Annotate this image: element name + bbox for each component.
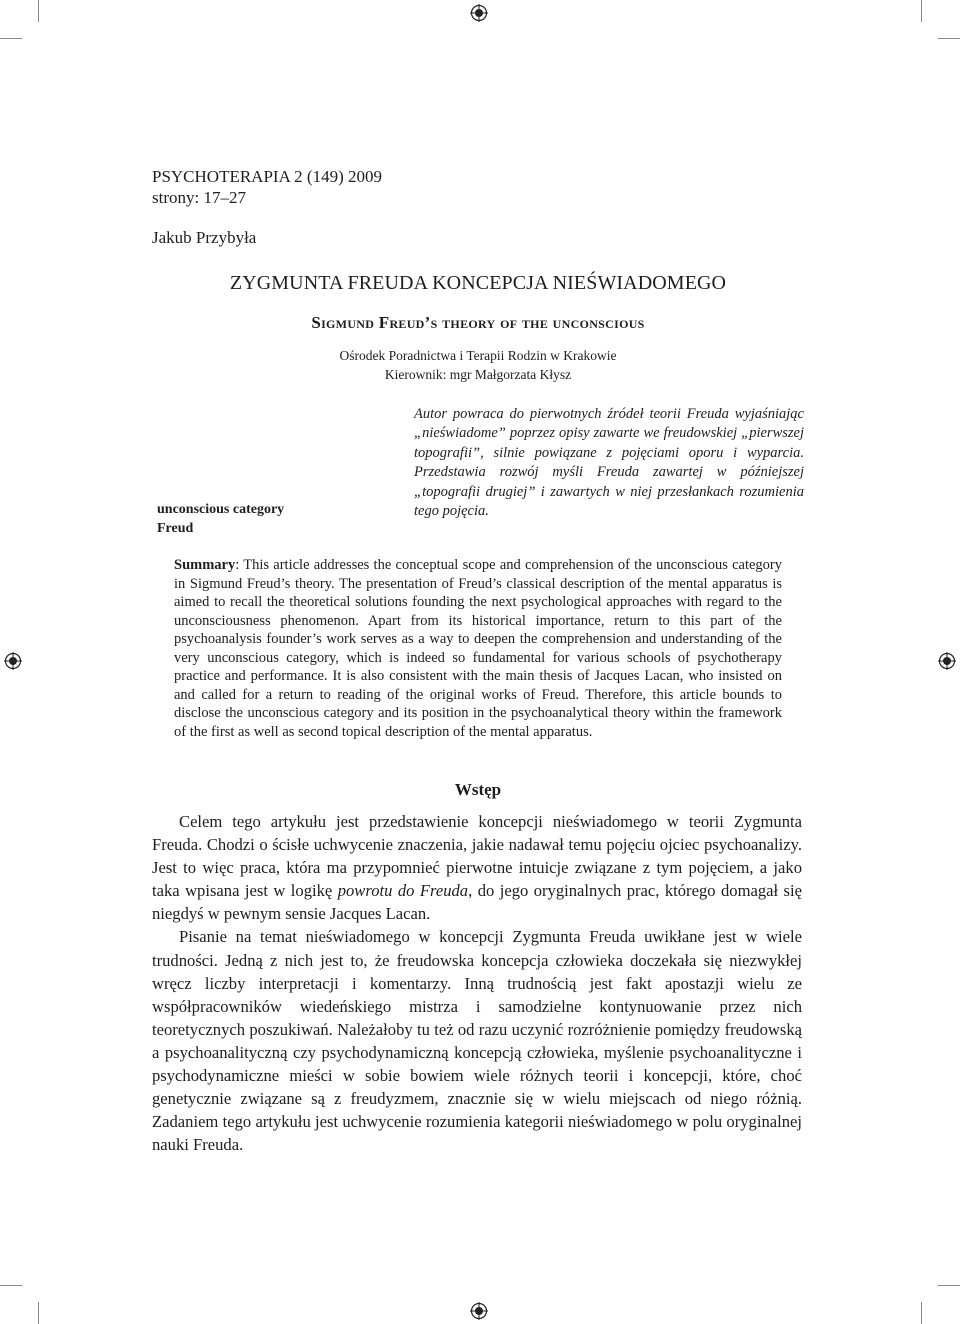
crop-mark-icon (38, 0, 39, 22)
author-name: Jakub Przybyła (152, 228, 257, 247)
journal-pages: strony: 17–27 (152, 188, 246, 207)
keyword: Freud (157, 520, 194, 536)
affiliation (0, 346, 956, 384)
crop-mark-icon (921, 1302, 922, 1324)
article-subtitle: Sigmund Freud’s theory of the unconscious (311, 313, 645, 332)
crop-mark-icon (921, 0, 922, 22)
paragraph: Pisanie na temat nieświadomego w koncepcji Zygmunta Freuda uwikłane jest w wiele trudności. Jedną z nich jest to, że freudowska koncepcja człowieka doczekała się niezwykłej wręcz liczby interpretacji i komentarzy. Inną trudnością jest fakt apostazji wielu ze współpracowników wiedeńskiego mistrza i samodzielne kontynuowanie przez nich teoretycznych poszukiwań. Należałoby tu też od razu uczynić rozróżnienie pomiędzy freudowską a psychoanalityczną czy psychodynamiczną koncepcją człowieka, myślenie psychoanalityczne i psychodynamiczne mieści w sobie bowiem wiele różnych teorii i koncepcji, które, choć genetycznie związane są z freudyzmem, znacznie się w wielu miejscach od niego różnią. Zadaniem tego artykułu jest uchwycenie rozumienia kategorii nieświadomego w polu oryginalnej nauki Freuda. (152, 927, 802, 1155)
journal-info (152, 166, 382, 208)
crop-mark-icon (0, 1285, 22, 1286)
summary-english (174, 556, 782, 741)
registration-target-icon (470, 1302, 488, 1320)
paragraph-text: , do jego oryginalnych prac, którego domagał się niegdyś w pewnym sensie Jacques Lacan. (152, 881, 802, 924)
section-heading: Wstęp (454, 780, 502, 799)
crop-mark-icon (0, 38, 22, 39)
journal-issue: PSYCHOTERAPIA 2 (149) 2009 (152, 167, 382, 186)
paragraph-text: Celem tego artykułu jest przedstawienie koncepcji nieświadomego w teorii Zygmunta Freuda. Chodzi o ścisłe uchwycenie znaczenia, jakie nadawał temu pojęciu ojciec psychoanalizy. Jest to więc praca, która ma przypomnieć pierwotne intuicje związane z tym pojęciem, a jako taka wpisana jest w logikę (152, 812, 802, 901)
summary-label: Summary (174, 557, 236, 573)
body-text (152, 810, 802, 1156)
crop-mark-icon (938, 38, 960, 39)
abstract-polish: Autor powraca do pierwotnych źródeł teorii Freuda wyjaśniając „nieświadome” poprzez opisy zawarte we freudowskiej „pierwszej topografii”, silnie powiązane z pojęciami oporu i wyparcia. Przedstawia rozwój myśli Freuda zawartej w późniejszej „topografii drugiej” i zawartych w niej przesłankach rozumienia tego pojęcia. (414, 406, 804, 520)
affiliation-head: Kierownik: mgr Małgorzata Kłysz (384, 367, 572, 382)
registration-target-icon (938, 652, 956, 670)
summary-text: : This article addresses the conceptual scope and comprehension of the unconscious category in Sigmund Freud’s theory. The presentation of Freud’s classical description of the mental apparatus is aimed to recall the theoretical solutions founding the next psychological approaches with regard to the unconsciousness phenomenon. Apart from its historical importance, return to this part of the psychoanalysis founder’s work serves as a way to deepen the comprehension and understanding of the very unconscious category, which is indeed so fundamental for various schools of psychotherapy practice and performance. It is also consistent with the main thesis of Jacques Lacan, who insisted on and called for a return to reading of the original works of Freud. Therefore, this article bounds to disclose the unconscious category and its position in the psychoanalytical theory within the framework of the first as well as second topical description of the mental apparatus. (174, 557, 782, 740)
registration-target-icon (4, 652, 22, 670)
crop-mark-icon (938, 1285, 960, 1286)
affiliation-institution: Ośrodek Poradnictwa i Terapii Rodzin w Krakowie (339, 348, 617, 363)
article-title: ZYGMUNTA FREUDA KONCEPCJA NIEŚWIADOMEGO (229, 272, 727, 294)
paragraph (152, 810, 802, 925)
registration-target-icon (470, 4, 488, 22)
paragraph-italic-phrase: powrotu do Freuda (337, 881, 469, 901)
crop-mark-icon (38, 1302, 39, 1324)
keywords (157, 501, 284, 538)
keyword: unconscious category (157, 502, 285, 517)
